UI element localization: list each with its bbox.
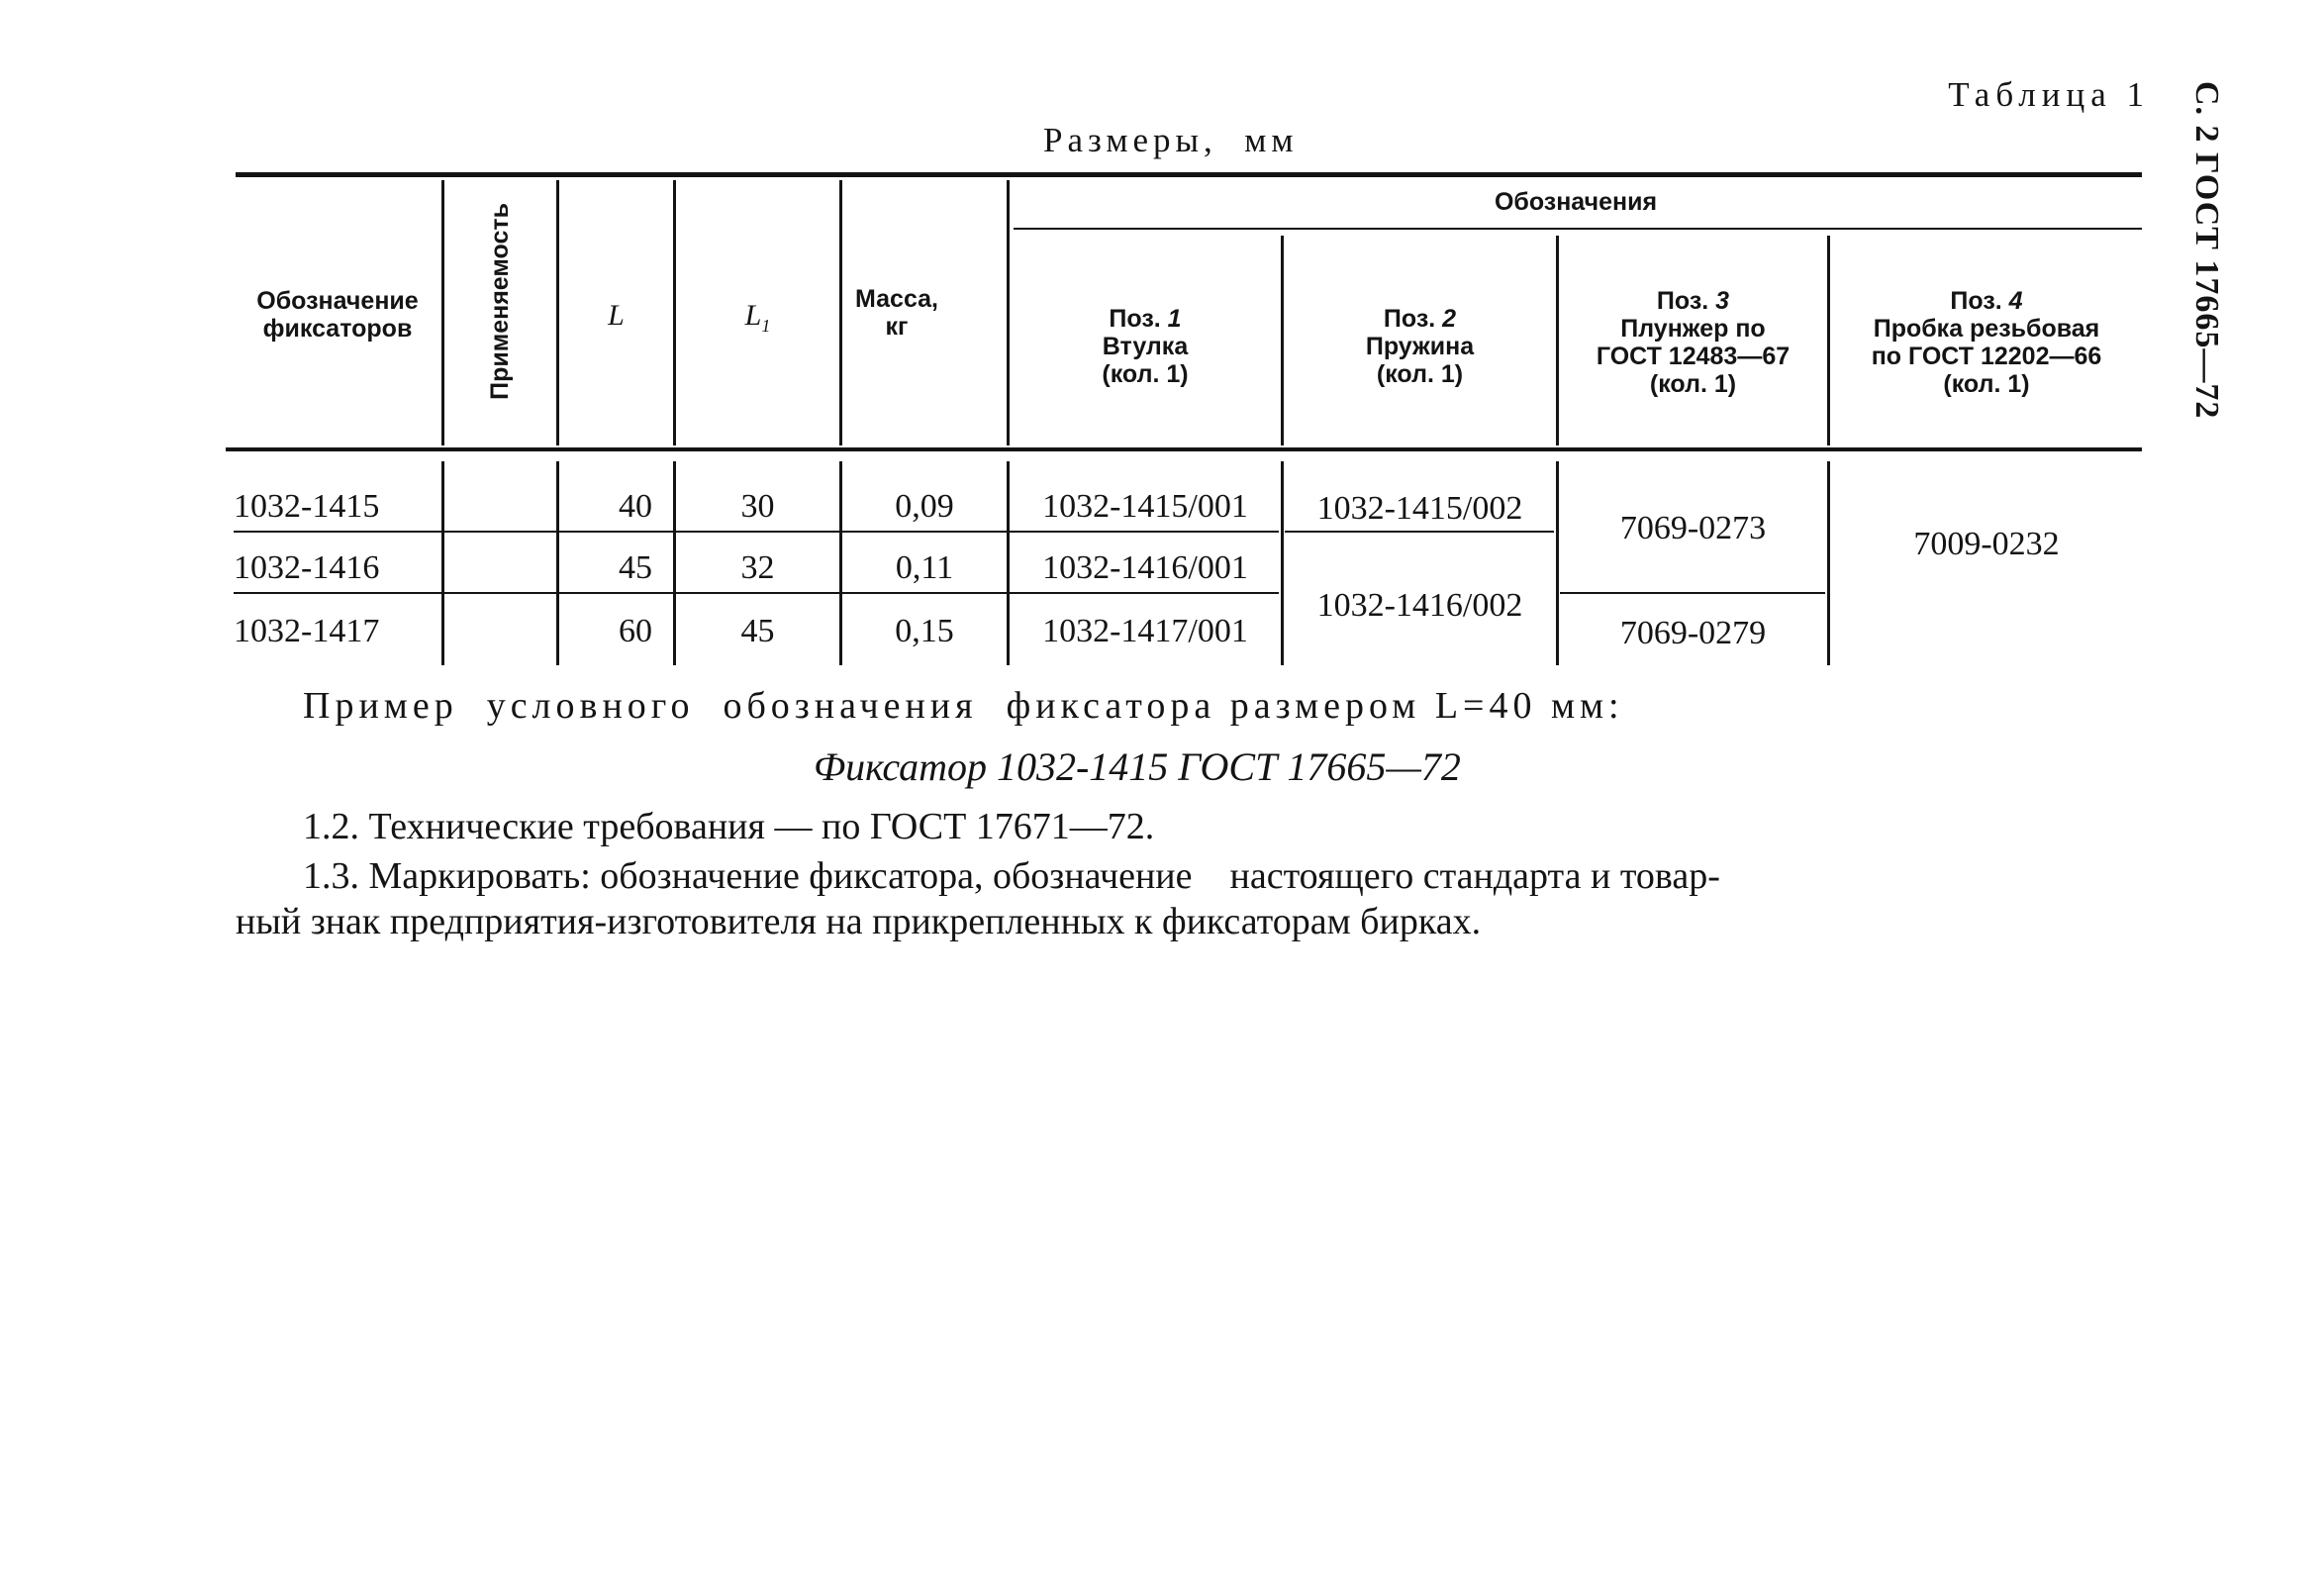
paragraph-1-3-line-1: 1.3. Маркировать: обозначение фиксатора, обозначение настоящего стандарта и товар- [303,855,1720,897]
units-caption: Размеры, мм [1043,121,1299,159]
header-mass: Масса, кг [855,285,938,341]
header-designations-group: Обозначения [1494,188,1658,216]
table-cell-pos3: 7069-0279 [1619,615,1767,651]
header-pos1 [1010,305,1281,388]
table-cell-L: 45 [619,549,652,586]
table-cell-pos4: 7009-0232 [1913,526,2060,562]
header-L1-text: L [744,299,762,332]
header-L1 [676,299,839,337]
table-cell-L1: 30 [740,488,775,525]
example-line: Пример условного обозначения фиксатора размером L=40 мм: [303,685,1624,727]
table-cell-designation: 1032-1416 [234,549,380,586]
page-side-header: С. 2 ГОСТ 17665—72 [2188,81,2225,420]
row-rule [234,592,1279,594]
row-rule [1560,592,1825,594]
table-number: Таблица 1 [1948,75,2150,114]
header-pos3-text: Плунжер по ГОСТ 12483—67 (кол. 1) [1596,315,1791,398]
header-pos3-label: Поз. [1656,287,1716,315]
header-pos1-text: Втулка (кол. 1) [1102,333,1189,388]
row-rule [234,531,1279,533]
table-cell-mass: 0,09 [895,488,954,525]
column-divider [441,461,444,665]
table-cell-designation: 1032-1417 [234,613,380,649]
table-cell-pos1: 1032-1415/001 [1042,488,1248,525]
table-cell-pos1: 1032-1417/001 [1042,613,1248,649]
header-pos1-num: 1 [1167,305,1182,333]
header-L [559,299,673,333]
table-cell-pos2: 1032-1415/002 [1316,490,1523,527]
paragraph-1-3-line-2: ный знак предприятия-изготовителя на прикрепленных к фиксаторам бирках. [236,901,1482,942]
header-pos4 [1830,287,2143,398]
table-cell-pos2: 1032-1416/002 [1316,587,1523,624]
header-applicability: Применяемость [486,202,514,400]
header-pos3-num: 3 [1715,287,1730,315]
paragraph-1-2: 1.2. Технические требования — по ГОСТ 17671—72. [303,806,1155,847]
header-pos4-num: 4 [2008,287,2023,315]
table-cell-pos3: 7069-0273 [1619,510,1767,546]
table-cell-pos1: 1032-1416/001 [1042,549,1248,586]
header-pos1-label: Поз. [1109,305,1168,333]
table-cell-L1: 32 [740,549,775,586]
header-L1-subscript: 1 [761,316,771,336]
header-pos2-label: Поз. [1383,305,1443,333]
header-pos3 [1559,287,1827,398]
header-designation: Обозначение фиксаторов [256,287,419,343]
header-pos2-num: 2 [1442,305,1457,333]
table-cell-L: 60 [619,613,652,649]
table-cell-L1: 45 [740,613,775,649]
header-pos2 [1284,305,1556,388]
header-L-text: L [608,299,625,332]
table-cell-L: 40 [619,488,652,525]
group-header-rule [1014,228,2142,230]
header-bottom-rule [226,447,2142,451]
header-applicability-cell [443,166,557,436]
header-pos4-label: Поз. [1950,287,2009,315]
table-cell-designation: 1032-1415 [234,488,380,525]
row-rule [1285,531,1554,533]
table-cell-mass: 0,15 [895,613,954,649]
header-pos4-text: Пробка резьбовая по ГОСТ 12202—66 (кол. 1) [1871,315,2102,398]
header-pos2-text: Пружина (кол. 1) [1365,333,1475,388]
example-designation: Фиксатор 1032-1415 ГОСТ 17665—72 [814,744,1461,789]
table-cell-mass: 0,11 [895,549,954,586]
